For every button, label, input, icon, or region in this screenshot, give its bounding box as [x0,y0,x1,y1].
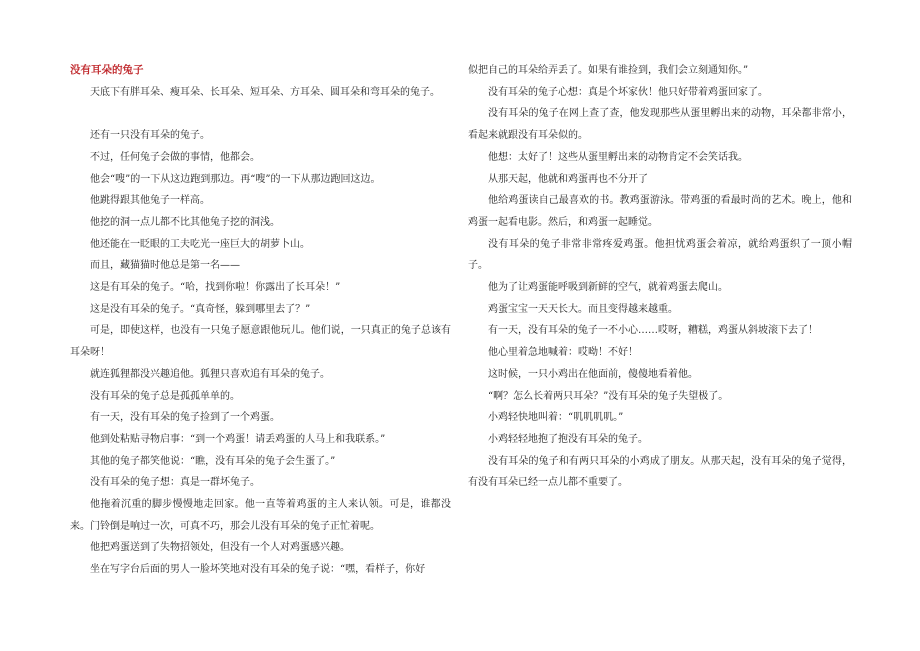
paragraph: 他拖着沉重的脚步慢慢地走回家。他一直等着鸡蛋的主人来认领。可是，谁都没来。门铃倒是响过一次，可真不巧，那会儿没有耳朵的兔子正忙着呢。 [70,499,451,532]
paragraph: 这是有耳朵的兔子。“哈，找到你啦！你露出了长耳朵！” [90,282,341,294]
paragraph: 这时候，一只小鸡出在他面前，傻傻地看着他。 [488,368,698,380]
paragraph: 没有耳朵的兔子非常非常疼爱鸡蛋。他担忧鸡蛋会着凉，就给鸡蛋织了一顶小帽子。 [468,238,852,272]
blank-line [70,103,451,125]
paragraph: 没有耳朵的兔子在网上查了查，他发现那些从蛋里孵出来的动物，耳朵都非常小，看起来就跟没有耳朵似的。 [468,108,852,142]
left-column [70,60,451,581]
paragraph: 这是没有耳朵的兔子。“真奇怪，躲到哪里去了？” [90,303,311,315]
paragraph: 他心里着急地喊着：哎呦！不好！ [488,347,638,359]
paragraph: 他会“嗖”的一下从这边跑到那边。再“嗖”的一下从那边跑回这边。 [90,173,381,185]
story-title: 没有耳朵的兔子 [70,64,144,76]
paragraph: 没有耳朵的兔子想：真是一群坏兔子。 [90,477,260,489]
paragraph: 他还能在一眨眼的工夫吃光一座巨大的胡萝卜山。 [90,238,310,250]
paragraph: 而且，藏猫猫时他总是第一名—— [90,260,240,272]
paragraph: 似把自己的耳朵给弄丢了。如果有谁捡到，我们会立刻通知你。” [468,65,749,76]
paragraph: 没有耳朵的兔子和有两只耳朵的小鸡成了朋友。从那天起，没有耳朵的兔子觉得，有没有耳朵已经一点儿都不重要了。 [468,455,852,489]
right-column [468,60,852,494]
paragraph: 不过，任何兔子会做的事情，他都会。 [90,151,260,163]
paragraph: 其他的兔子都笑他说：“瞧，没有耳朵的兔子会生蛋了。” [90,455,336,467]
paragraph: 有一天，没有耳朵的兔子一不小心……哎呀，糟糕，鸡蛋从斜坡滚下去了！ [488,325,818,337]
paragraph: 他到处粘贴寻物启事：“到一个鸡蛋！请丢鸡蛋的人马上和我联系。” [90,433,386,445]
paragraph: 鸡蛋宝宝一天天长大。而且变得越来越重。 [488,303,678,315]
paragraph: 天底下有胖耳朵、瘦耳朵、长耳朵、短耳朵、方耳朵、圆耳朵和弯耳朵的兔子。 [90,86,440,98]
paragraph: 他想：太好了！这些从蛋里孵出来的动物肯定不会笑话我。 [488,151,748,163]
paragraph: 从那天起，他就和鸡蛋再也不分开了 [488,173,648,185]
paragraph: 坐在写字台后面的男人一脸坏笑地对没有耳朵的兔子说：“嘿，看样子，你好 [90,564,426,576]
paragraph: 他给鸡蛋读自己最喜欢的书。教鸡蛋游泳。带鸡蛋的看最时尚的艺术。晚上，他和鸡蛋一起看电影。然后，和鸡蛋一起睡觉。 [468,195,852,228]
paragraph: 他跳得跟其他兔子一样高。 [90,195,210,207]
paragraph: 有一天，没有耳朵的兔子捡到了一个鸡蛋。 [90,412,280,424]
paragraph: 小鸡轻快地叫着：“叽叽叽叽。” [488,412,624,424]
paragraph: 可是，即使这样，也没有一只兔子愿意跟他玩儿。他们说，一只真正的兔子总该有耳朵呀！ [70,325,451,359]
paragraph: 他挖的洞一点儿都不比其他兔子挖的洞浅。 [90,216,280,228]
paragraph: 小鸡轻轻地抱了抱没有耳朵的兔子。 [488,433,648,445]
paragraph: 没有耳朵的兔子总是孤孤单单的。 [90,390,240,402]
paragraph: 就连狐狸都没兴趣追他。狐狸只喜欢追有耳朵的兔子。 [90,368,330,380]
paragraph: 他把鸡蛋送到了失物招领处，但没有一个人对鸡蛋感兴趣。 [90,542,350,554]
paragraph: 没有耳朵的兔子心想：真是个坏家伙！他只好带着鸡蛋回家了。 [488,86,768,98]
paragraph: “啊？怎么长着两只耳朵？”没有耳朵的兔子失望极了。 [488,390,729,402]
paragraph: 还有一只没有耳朵的兔子。 [90,130,210,142]
paragraph: 他为了让鸡蛋能呼吸到新鲜的空气，就着鸡蛋去爬山。 [488,282,728,294]
